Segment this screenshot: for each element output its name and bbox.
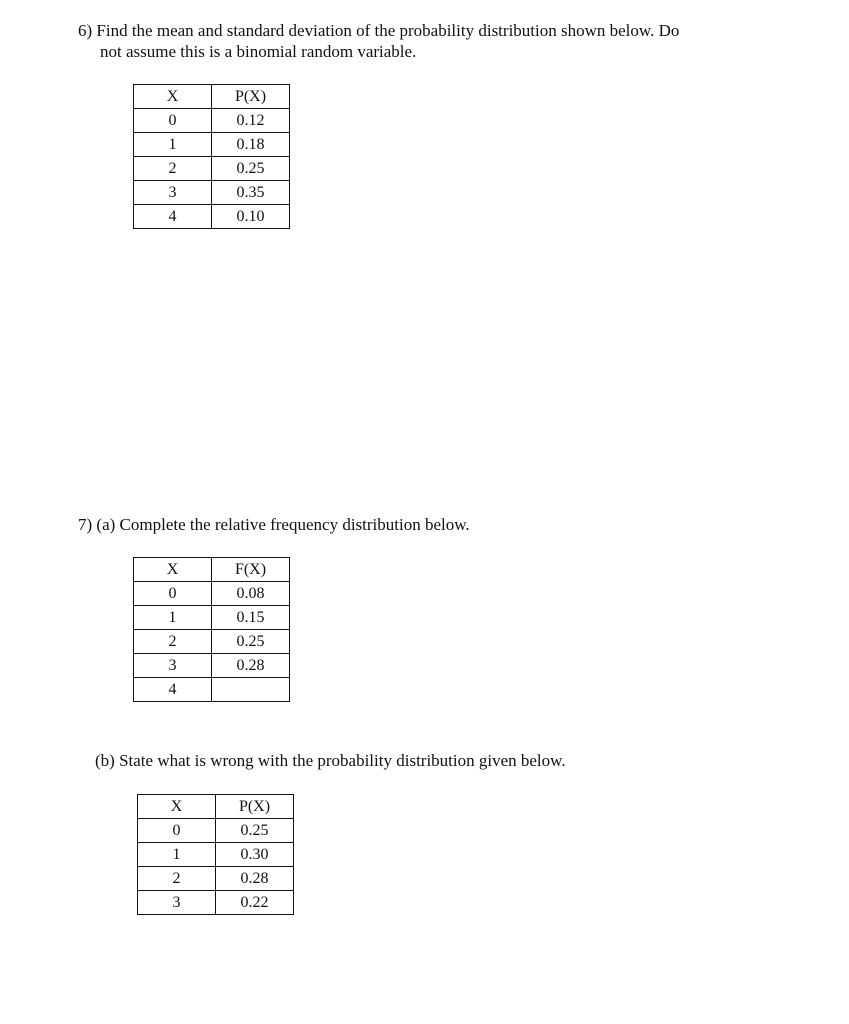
cell-px: 0.10 [212, 205, 290, 229]
cell-fx: 0.15 [212, 606, 290, 630]
table-row [138, 843, 294, 867]
question-6-text-line-1: 6) Find the mean and standard deviation of the probability distribution shown below. Do [78, 21, 680, 40]
cell-x: 2 [134, 630, 212, 654]
header-cell-px: P(X) [212, 85, 290, 109]
cell-x: 2 [134, 157, 212, 181]
cell-px: 0.35 [212, 181, 290, 205]
cell-x: 1 [134, 606, 212, 630]
header-cell-x: X [138, 795, 216, 819]
header-cell-px: P(X) [216, 795, 294, 819]
cell-fx: 0.28 [212, 654, 290, 678]
question-7b-text: (b) State what is wrong with the probability distribution given below. [95, 751, 566, 770]
cell-px: 0.18 [212, 133, 290, 157]
cell-px: 0.25 [212, 157, 290, 181]
table-row [134, 582, 290, 606]
cell-x: 0 [134, 109, 212, 133]
table-row [134, 606, 290, 630]
table-row [134, 678, 290, 702]
cell-px: 0.12 [212, 109, 290, 133]
cell-x: 1 [138, 843, 216, 867]
cell-px: 0.28 [216, 867, 294, 891]
cell-fx: 0.25 [212, 630, 290, 654]
question-6-text-line-2: not assume this is a binomial random variable. [100, 42, 417, 61]
table-row [134, 133, 290, 157]
cell-x: 4 [134, 678, 212, 702]
table-header-row [138, 795, 294, 819]
table-row [134, 654, 290, 678]
cell-x: 0 [134, 582, 212, 606]
table-row [134, 205, 290, 229]
cell-x: 3 [134, 181, 212, 205]
cell-x: 0 [138, 819, 216, 843]
header-cell-x: X [134, 558, 212, 582]
table-row [134, 157, 290, 181]
table-header-row [134, 558, 290, 582]
table-row [138, 891, 294, 915]
table-row [138, 867, 294, 891]
header-cell-x: X [134, 85, 212, 109]
table-row [134, 630, 290, 654]
cell-x: 2 [138, 867, 216, 891]
probability-table-q6 [133, 84, 290, 229]
table-row [134, 181, 290, 205]
cell-x: 4 [134, 205, 212, 229]
cell-x: 1 [134, 133, 212, 157]
cell-fx-blank [212, 678, 290, 702]
relative-frequency-table-q7a [133, 557, 290, 702]
table-header-row [134, 85, 290, 109]
cell-fx: 0.08 [212, 582, 290, 606]
cell-px: 0.30 [216, 843, 294, 867]
table-row [134, 109, 290, 133]
probability-table-q7b [137, 794, 294, 915]
cell-x: 3 [134, 654, 212, 678]
header-cell-fx: F(X) [212, 558, 290, 582]
cell-px: 0.22 [216, 891, 294, 915]
table-row [138, 819, 294, 843]
cell-x: 3 [138, 891, 216, 915]
question-7a-text: 7) (a) Complete the relative frequency distribution below. [78, 515, 470, 534]
cell-px: 0.25 [216, 819, 294, 843]
